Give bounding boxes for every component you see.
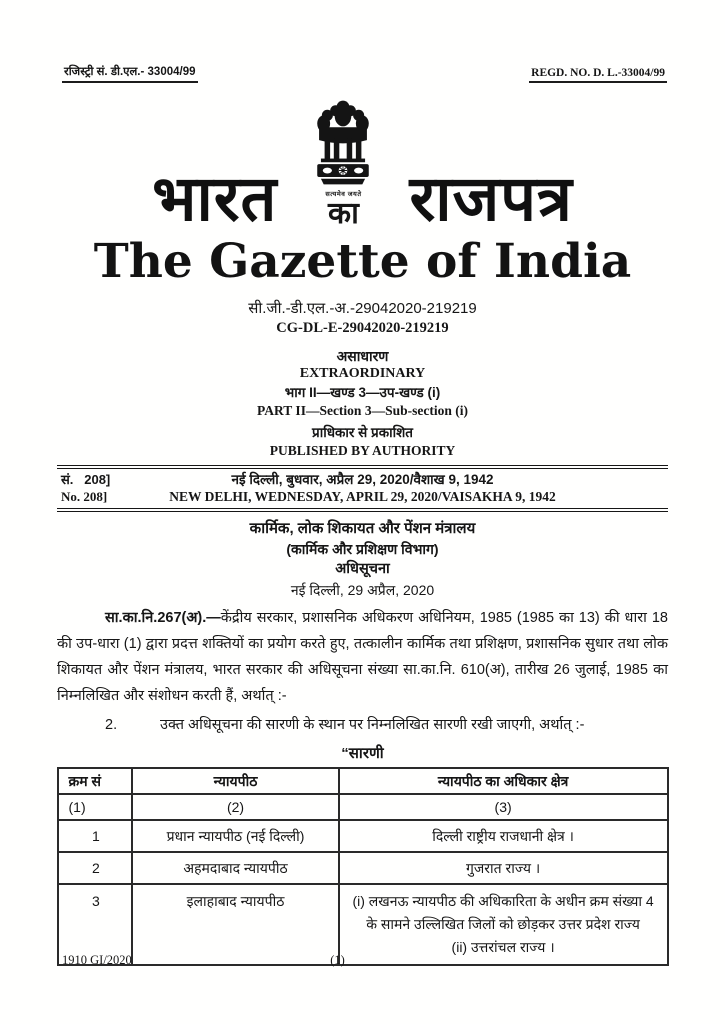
issue-number-hindi: सं. 208] bbox=[61, 472, 111, 487]
masthead-title-english: The Gazette of India bbox=[93, 233, 632, 289]
extraordinary-english-label: EXTRAORDINARY bbox=[299, 366, 426, 381]
subheader-2: (2) bbox=[132, 794, 338, 820]
jurisdiction-line: (i) लखनऊ न्यायपीठ की अधिकारिता के अधीन क्रम संख्या 4 के सामने उल्लिखित जिलों को छोड़कर उत्तर प्रदेश राज्य bbox=[352, 893, 654, 932]
issue-band bbox=[57, 465, 668, 512]
jurisdiction-line: दिल्ली राष्ट्रीय राजधानी क्षेत्र । bbox=[432, 828, 574, 844]
cell-bench: अहमदाबाद न्यायपीठ bbox=[132, 852, 338, 884]
amendment-paragraph-text: उक्त अधिसूचना की सारणी के स्थान पर निम्नलिखित सारणी रखी जाएगी, अर्थात् :- bbox=[160, 717, 585, 733]
table-row bbox=[58, 820, 668, 852]
header-jurisdiction: न्यायपीठ का अधिकार क्षेत्र bbox=[339, 768, 668, 794]
notification-type-label: अधिसूचना bbox=[335, 561, 390, 577]
footer-print-code: 1910 GI/2020 bbox=[62, 953, 132, 967]
emblem-motto-label: सत्यमेव जयते bbox=[325, 191, 362, 198]
lion-capital-of-ashoka-emblem-icon bbox=[295, 96, 391, 188]
cell-serial: 2 bbox=[58, 852, 133, 884]
part-section-english-label: PART II—Section 3—Sub-section (i) bbox=[257, 403, 468, 418]
part-section-hindi-label: भाग II—खण्ड 3—उप-खण्ड (i) bbox=[284, 385, 441, 400]
cg-code-hindi: सी.जी.-डी.एल.-अ.-29042020-219219 bbox=[248, 300, 477, 317]
table-header-row bbox=[58, 768, 668, 794]
masthead-word-rajpatra: राजपत्र bbox=[409, 163, 573, 234]
place-date-label: नई दिल्ली, 29 अप्रैल, 2020 bbox=[290, 582, 435, 598]
notification-paragraph bbox=[57, 605, 668, 709]
masthead-word-bharat: भारत bbox=[152, 163, 278, 234]
page-content bbox=[0, 300, 725, 966]
cell-jurisdiction bbox=[339, 820, 668, 852]
registry-row bbox=[62, 64, 667, 83]
issue-date-hindi: नई दिल्ली, बुधवार, अप्रैल 29, 2020/वैशाख 9, 1942 bbox=[231, 472, 494, 487]
gsr-number-lead: सा.का.नि.267(अ).— bbox=[105, 610, 221, 626]
issue-number-english: No. 208] bbox=[61, 489, 108, 504]
issue-number-block bbox=[61, 471, 110, 505]
cell-jurisdiction bbox=[339, 852, 668, 884]
cell-bench: इलाहाबाद न्यायपीठ bbox=[132, 884, 338, 965]
registry-number-english: REGD. NO. D. L.-33004/99 bbox=[529, 67, 667, 83]
emblem-column bbox=[291, 96, 395, 230]
table-row bbox=[58, 852, 668, 884]
subheader-1: (1) bbox=[58, 794, 133, 820]
jurisdiction-table bbox=[57, 767, 669, 966]
authority-hindi-label: प्राधिकार से प्रकाशित bbox=[312, 425, 413, 440]
page-footer bbox=[62, 953, 668, 968]
jurisdiction-line: (ii) उत्तरांचल राज्य । bbox=[451, 939, 555, 955]
registry-number-hindi: रजिस्ट्री सं. डी.एल.- 33004/99 bbox=[62, 64, 198, 83]
masthead bbox=[0, 96, 725, 289]
amendment-paragraph bbox=[57, 716, 668, 735]
clause-number: 2. bbox=[105, 717, 118, 733]
table-title: “सारणी bbox=[341, 745, 384, 762]
header-serial: क्रम सं bbox=[58, 768, 133, 794]
subheader-3: (3) bbox=[339, 794, 668, 820]
cell-serial: 3 bbox=[58, 884, 133, 965]
department-name: (कार्मिक और प्रशिक्षण विभाग) bbox=[286, 541, 439, 557]
extraordinary-hindi-label: असाधारण bbox=[336, 348, 389, 364]
page-number: (1) bbox=[330, 953, 345, 967]
table-subheader-row bbox=[58, 794, 668, 820]
masthead-word-ka: का bbox=[328, 197, 359, 230]
notification-paragraph-text: केंद्रीय सरकार, प्रशासनिक अधिकरण अधिनियम, 1985 (1985 का 13) की धारा 18 की उप-धारा (1) द्वारा प्रदत्त शक्तियों का प्रयोग करते हुए, तत्कालीन कार्मिक तथा प्रशिक्षण, प्रशासनिक सुधार तथा लोक शिकायत और पेंशन मंत्रालय, भारत सरकार की अधिसूचना संख्या सा.का.नि. 610(अ), तारीख 26 जुलाई, 1985 का निम्नलिखित और संशोधन करती हैं, अर्थात् :- bbox=[57, 610, 668, 704]
issue-date-block bbox=[57, 471, 668, 505]
cell-bench: प्रधान न्यायपीठ (नई दिल्ली) bbox=[132, 820, 338, 852]
authority-english-label: PUBLISHED BY AUTHORITY bbox=[269, 443, 456, 458]
jurisdiction-line: गुजरात राज्य । bbox=[466, 860, 541, 876]
ministry-name: कार्मिक, लोक शिकायत और पेंशन मंत्रालय bbox=[249, 520, 476, 537]
issue-date-english: NEW DELHI, WEDNESDAY, APRIL 29, 2020/VAISAKHA 9, 1942 bbox=[169, 489, 556, 504]
header-bench: न्यायपीठ bbox=[132, 768, 338, 794]
cell-serial: 1 bbox=[58, 820, 133, 852]
cg-code-english: CG-DL-E-29042020-219219 bbox=[276, 320, 449, 336]
